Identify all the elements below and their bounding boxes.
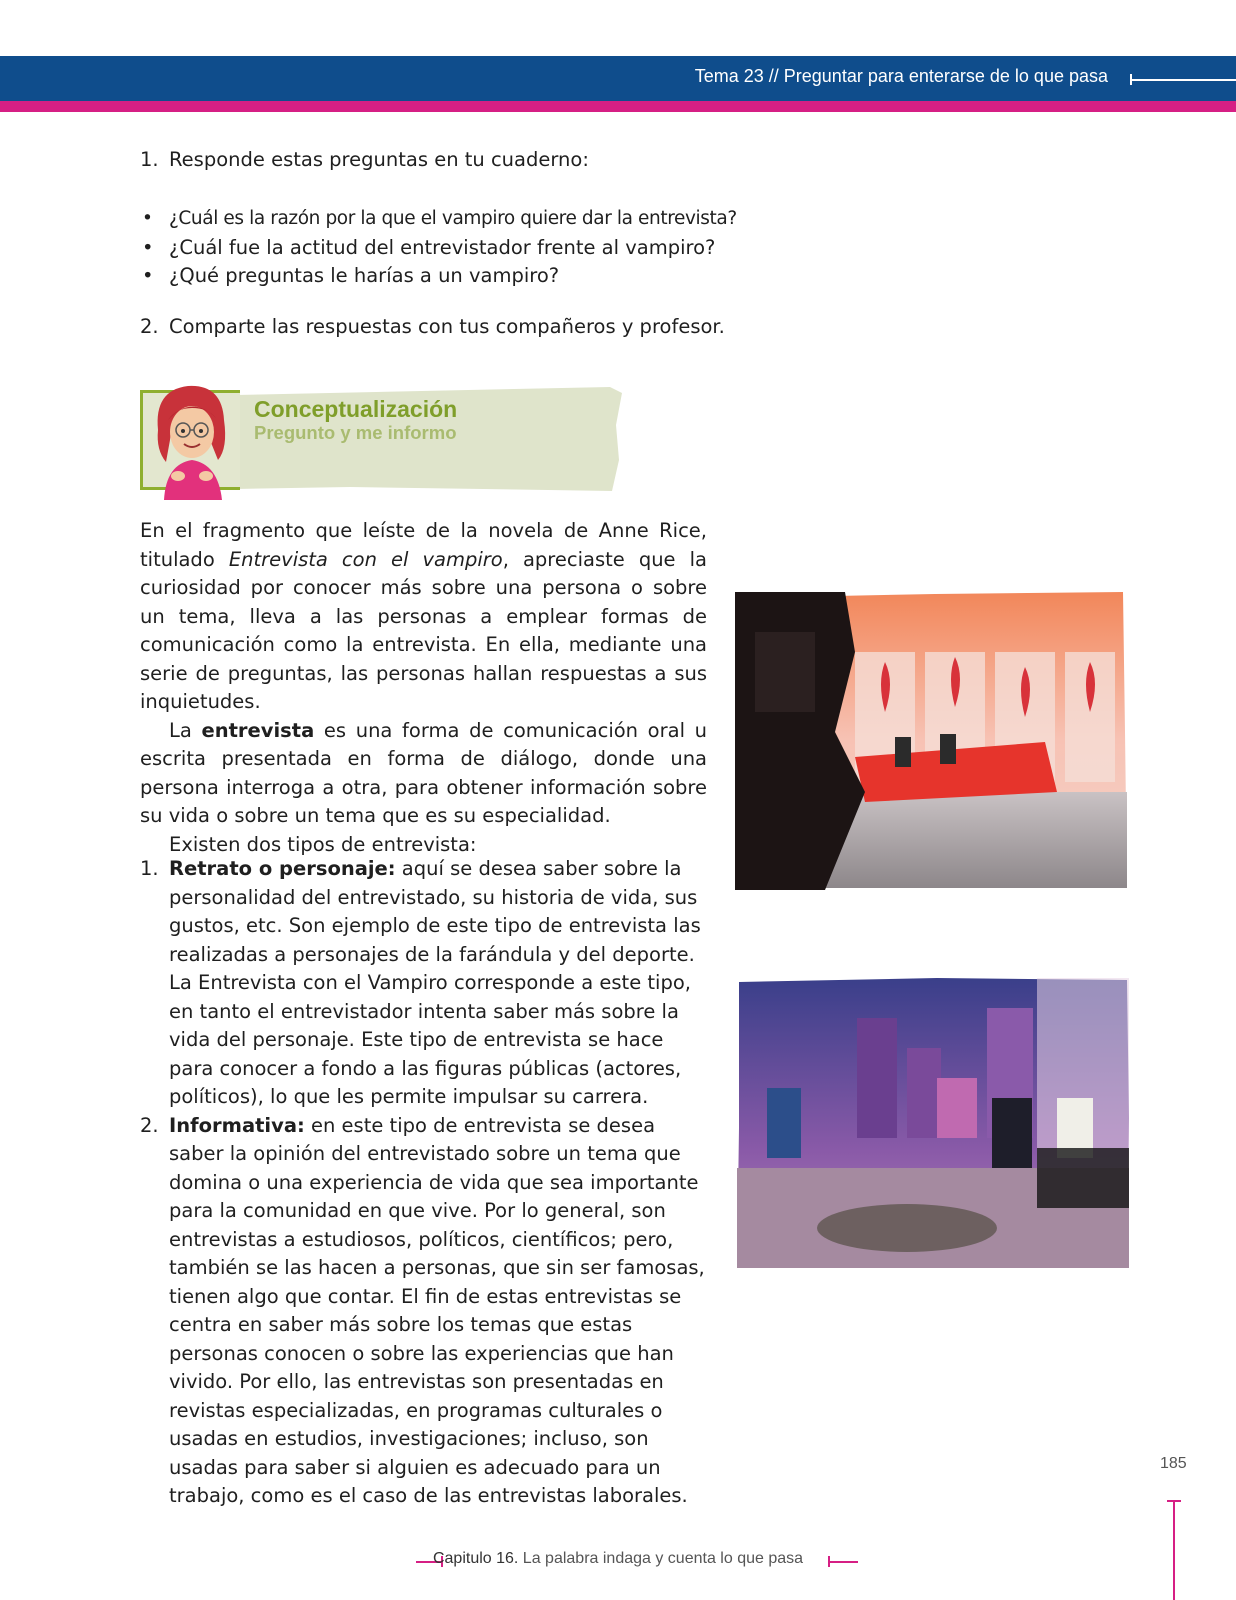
paragraph-3: Existen dos tipos de entrevista: <box>169 832 477 856</box>
interview-type-1: 1. Retrato o personaje: aquí se desea saber sobre la personalidad del entrevistado, su historia de vida, sus gustos, etc. Son ejemplo de este tipo de entrevista las realizadas a personajes de la farándula y del deporte. La Entrevista con el Vampiro corresponde a este tipo, en tanto el entrevistador intenta saber más sobre la vida del personaje. Este tipo de entrevista se hace para conocer a fondo a las figuras públicas (actores, políticos), lo que les permite impulsar su carrera. <box>140 857 701 1108</box>
bullet-item: • ¿Cuál fue la actitud del entrevistador frente al vampiro? <box>142 235 716 259</box>
header-accent-bar <box>0 101 1236 112</box>
concept-title: Conceptualización <box>254 396 458 422</box>
body-text <box>140 517 707 859</box>
footer-title: La palabra indaga y cuenta lo que pasa <box>518 1550 804 1567</box>
paragraph-2: La entrevista es una forma de comunicación oral u escrita presentada en forma de diálogo, donde una persona interroga a otra, para obtener información sobre su vida o sobre un tema que es su especialidad. <box>140 718 708 827</box>
footer-rule-right-tick <box>828 1556 830 1567</box>
footer <box>0 1550 1236 1568</box>
tv-studio-photo-2 <box>737 978 1129 1270</box>
concept-subtitle: Pregunto y me informo <box>254 422 457 443</box>
footer-chapter: Capitulo 16. <box>432 1550 519 1567</box>
interview-types-list <box>140 855 707 1511</box>
header-rule-tick <box>1130 74 1132 85</box>
question-2-number: 2. <box>140 315 159 338</box>
page-number: 185 <box>1160 1455 1187 1472</box>
bullet-item: • ¿Qué preguntas le harías a un vampiro? <box>142 264 560 287</box>
question-bullet-list <box>140 205 737 291</box>
question-1-text: Responde estas preguntas en tu cuaderno: <box>169 148 589 171</box>
teacher-avatar-icon <box>148 380 240 500</box>
question-2-text: Comparte las respuestas con tus compañeros y profesor. <box>169 315 725 338</box>
interview-type-2: 2. Informativa: en este tipo de entrevista se desea saber la opinión del entrevistado sobre un tema que domina o una experiencia de vida que sea importante para la comunidad en que vive. Por lo general, son entrevistas a estudiosos, políticos, científicos; pero, también se las hacen a personas, que sin ser famosas, tienen algo que contar. El fin de estas entrevistas se centra en saber más sobre los temas que estas personas conocen o sobre las experiencias que han vivido. Por ello, las entrevistas son presentadas en revistas especializadas, en programas culturales o usadas en estudios, investigaciones; incluso, son usadas para saber si alguien es adecuado para un trabajo, como es el caso de las entrevistas laborales. <box>140 1113 705 1507</box>
footer-rule-right <box>828 1561 858 1563</box>
paragraph-1: En el fragmento que leíste de la novela de Anne Rice, titulado Entrevista con el vampiro, apreciaste que la curiosidad por conocer más sobre una persona o sobre un tema, lleva a las personas a emplear formas de comunicación como la entrevista. En ella, mediante una serie de preguntas, las personas hallan respuestas a sus inquietudes. <box>140 519 707 713</box>
header-title: Tema 23 // Preguntar para enterarse de lo que pasa <box>694 66 1108 86</box>
tv-studio-photo-1 <box>735 592 1127 890</box>
header-rule <box>1130 79 1236 81</box>
question-1-number: 1. <box>140 148 159 171</box>
bullet-item: • ¿Cuál es la razón por la que el vampiro quiere dar la entrevista? <box>142 208 737 229</box>
